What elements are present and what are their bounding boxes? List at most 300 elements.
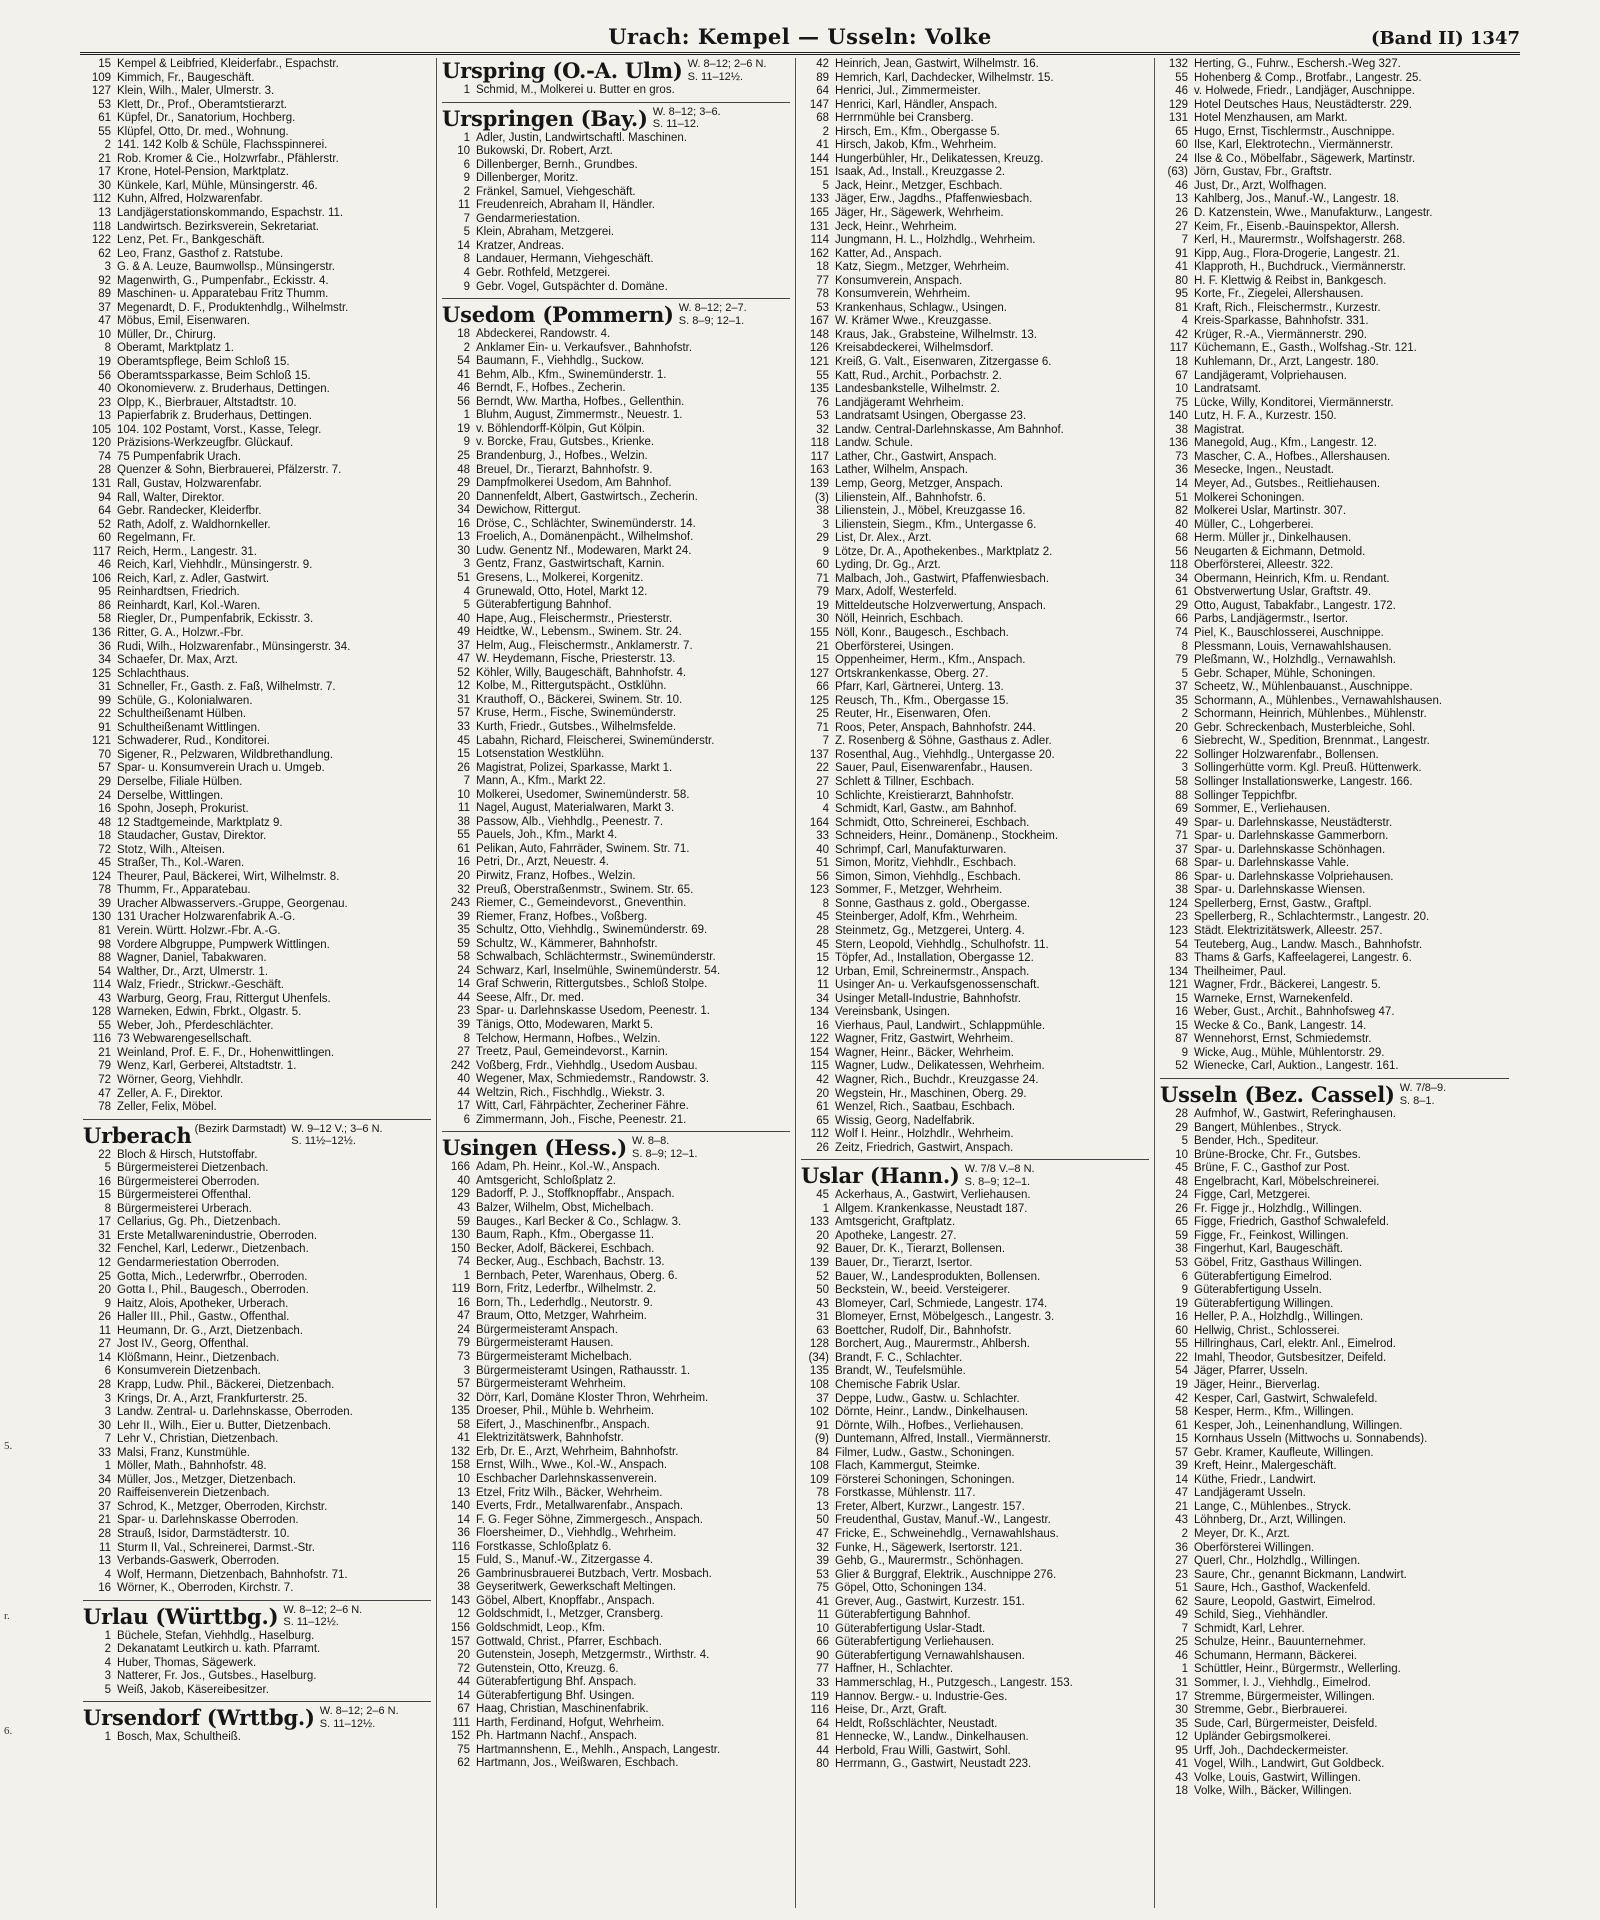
subscriber-entry (801, 559, 1149, 573)
subscriber-entry (442, 1243, 790, 1257)
phone-number: 14 (457, 239, 470, 252)
phone-number: 105 (91, 423, 111, 436)
phone-number: 31 (457, 693, 470, 706)
phone-number: 8 (463, 253, 470, 266)
subscriber-name: Fenchel, Karl, Lederwr., Dietzenbach. (117, 1243, 309, 1256)
subscriber-entry (1160, 749, 1509, 763)
phone-number: 70 (98, 748, 111, 761)
phone-number: 74 (1175, 626, 1188, 639)
phone-number: 16 (457, 517, 470, 530)
subscriber-entry (801, 1501, 1149, 1515)
phone-number: 11 (817, 1609, 829, 1622)
subscriber-entry (442, 172, 790, 186)
subscriber-entry (83, 464, 431, 478)
subscriber-name: Bürgermeisteramt Michelbach. (476, 1351, 632, 1364)
subscriber-name: Haitz, Alois, Apotheker, Urberach. (117, 1297, 289, 1310)
phone-number: 19 (1175, 1297, 1188, 1310)
phone-number: 26 (457, 1567, 470, 1580)
phone-number: 42 (1175, 1392, 1188, 1405)
subscriber-name: Klein, Wilh., Maler, Ulmerstr. 3. (117, 85, 275, 98)
phone-number: 71 (1175, 830, 1188, 843)
phone-number: 57 (1175, 1446, 1188, 1459)
subscriber-name: Jäger, Erw., Jagdhs., Pfaffenwiesbach. (835, 193, 1033, 206)
subscriber-entry (442, 816, 790, 830)
phone-number: 129 (1168, 98, 1188, 111)
subscriber-entry (83, 586, 431, 600)
subscriber-name: W. Krämer Wwe., Kreuzgasse. (835, 315, 992, 328)
subscriber-name: Gendarmeriestation Oberroden. (117, 1257, 280, 1270)
phone-number: 7 (1181, 1622, 1188, 1635)
subscriber-entry (801, 1447, 1149, 1461)
subscriber-entry (442, 1649, 790, 1663)
subscriber-name: Wissig, Georg, Nadelfabrik. (835, 1114, 975, 1127)
phone-number: 75 (457, 1743, 470, 1756)
subscriber-entry (1160, 1338, 1509, 1352)
subscriber-name: Lange, C., Mühlenbes., Stryck. (1194, 1500, 1352, 1513)
phone-number: 32 (816, 423, 829, 436)
phone-number: 80 (1175, 274, 1188, 287)
subscriber-entry (1160, 410, 1509, 424)
subscriber-name: Güterabfertigung Usseln. (1194, 1284, 1322, 1297)
subscriber-entry (442, 1432, 790, 1446)
subscriber-name: Pelikan, Auto, Fahrräder, Swinem. Str. 71. (476, 842, 690, 855)
subscriber-name: Sollingerhütte vorm. Kgl. Preuß. Hüttenwerk. (1194, 762, 1422, 775)
subscriber-entry (83, 1047, 431, 1061)
subscriber-entry (801, 166, 1149, 180)
subscriber-name: Jungmann, H. L., Holzhdlg., Wehrheim. (835, 234, 1036, 247)
subscriber-entry (83, 532, 431, 546)
subscriber-name: Forstkasse, Schloßplatz 6. (476, 1540, 612, 1553)
subscriber-name: Bluhm, August, Zimmermstr., Neuestr. 1. (476, 409, 683, 422)
phone-number: 32 (98, 1243, 111, 1256)
subscriber-entry (801, 911, 1149, 925)
phone-number: 34 (816, 992, 829, 1005)
phone-number: 13 (98, 207, 111, 220)
subscriber-name: 104. 102 Postamt, Vorst., Kasse, Telegr. (117, 423, 322, 436)
subscriber-entry (83, 437, 431, 451)
subscriber-name: Kreft, Heinr., Malergeschäft. (1194, 1460, 1337, 1473)
subscriber-entry (83, 248, 431, 262)
subscriber-entry (442, 897, 790, 911)
subscriber-name: Kesper, Herm., Kfm., Willingen. (1194, 1406, 1354, 1419)
phone-number: 37 (1175, 843, 1188, 856)
subscriber-entry (442, 1060, 790, 1074)
subscriber-name: Megenardt, D. F., Produktenhdlg., Wilhelmstr. (117, 301, 349, 314)
phone-number: 165 (809, 207, 829, 220)
subscriber-entry (83, 749, 431, 763)
phone-number: 25 (816, 708, 829, 721)
subscriber-name: Schüttler, Heinr., Bürgermstr., Wellerling. (1194, 1663, 1401, 1676)
subscriber-entry (801, 641, 1149, 655)
phone-number: 36 (1175, 464, 1188, 477)
subscriber-name: Töpfer, Ad., Installation, Obergasse 12. (835, 952, 1034, 965)
phone-number: 40 (816, 843, 829, 856)
subscriber-entry (442, 1188, 790, 1202)
phone-number: 3 (104, 1406, 111, 1419)
subscriber-name: Bloch & Hirsch, Hutstoffabr. (117, 1148, 258, 1161)
subscriber-name: Graf Schwerin, Rittergutsbes., Schloß Stolpe. (476, 978, 708, 991)
phone-number: 2 (104, 1643, 111, 1656)
phone-number: 20 (98, 1284, 111, 1297)
phone-number: 24 (1175, 1189, 1188, 1202)
subscriber-entry (801, 1257, 1149, 1271)
subscriber-entry (1160, 1758, 1509, 1772)
phone-number: 47 (98, 315, 111, 328)
phone-number: 68 (1175, 532, 1188, 545)
subscriber-name: Kesper, Carl, Gastwirt, Schwalefeld. (1194, 1392, 1378, 1405)
subscriber-entry (1160, 1474, 1509, 1488)
phone-number: 38 (1175, 1243, 1188, 1256)
place-heading (83, 1123, 431, 1149)
phone-number: 16 (457, 856, 470, 869)
phone-number: 111 (452, 1716, 470, 1729)
subscriber-name: Spar- u. Darlehnskasse, Neustädterstr. (1194, 816, 1393, 829)
phone-number: 43 (816, 1297, 829, 1310)
subscriber-entry (1160, 776, 1509, 790)
subscriber-name: Hirsch, Jakob, Kfm., Wehrheim. (835, 139, 997, 152)
subscriber-name: Oberförsterei, Alleestr. 322. (1194, 559, 1334, 572)
subscriber-entry (442, 1005, 790, 1019)
subscriber-name: Derselbe, Filiale Hülben. (117, 775, 243, 788)
subscriber-name: D. Katzenstein, Wwe., Manufakturw., Langestr. (1194, 207, 1433, 220)
phone-number: 49 (457, 626, 470, 639)
subscriber-entry (442, 1419, 790, 1433)
subscriber-name: Schultz, Otto, Viehhdlg., Swinemünderstr. 69. (476, 924, 708, 937)
phone-number: 5 (1181, 1135, 1188, 1148)
phone-number: 37 (816, 1392, 829, 1405)
subscriber-entry (801, 193, 1149, 207)
phone-number: 60 (1175, 1324, 1188, 1337)
phone-number: 28 (98, 1378, 111, 1391)
subscriber-name: Molkerei, Usedomer, Swinemünderstr. 58. (476, 788, 690, 801)
directory-column (1155, 58, 1514, 1908)
subscriber-entry (801, 1514, 1149, 1528)
subscriber-name: Wolf, Hermann, Dietzenbach, Bahnhofstr. 71. (117, 1568, 348, 1581)
subscriber-name: Reich, Karl, Viehhdlr., Münsingerstr. 9. (117, 559, 313, 572)
subscriber-name: Preuß, Oberstraßenmstr., Swinem. Str. 65. (476, 883, 694, 896)
subscriber-name: Zeitz, Friedrich, Gastwirt, Anspach. (835, 1141, 1014, 1154)
phone-number: 130 (91, 911, 111, 924)
subscriber-name: Deppe, Ludw., Gastw. u. Schlachter. (835, 1392, 1020, 1405)
subscriber-entry (801, 844, 1149, 858)
phone-number: 19 (98, 356, 111, 369)
subscriber-entry (801, 153, 1149, 167)
phone-number: 79 (457, 1337, 470, 1350)
subscriber-entry (83, 1501, 431, 1515)
subscriber-entry (83, 681, 431, 695)
subscriber-name: Ernst, Wilh., Wwe., Kol.-W., Anspach. (476, 1459, 668, 1472)
phone-number: 2 (1181, 1527, 1188, 1540)
subscriber-name: Lilienstein, Alf., Bahnhofstr. 6. (835, 491, 986, 504)
phone-number: 89 (98, 288, 111, 301)
phone-number: 14 (457, 978, 470, 991)
subscriber-name: Walther, Dr., Arzt, Ulmerstr. 1. (117, 965, 269, 978)
office-hours: W. 8–12; 2–6 N. S. 11–12½. (687, 58, 767, 83)
subscriber-name: Labahn, Richard, Fleischerei, Swinemünderstr. (476, 734, 715, 747)
subscriber-name: Piel, K., Bauschlosserei, Auschnippe. (1194, 626, 1384, 639)
phone-number: 12 (98, 1257, 111, 1270)
phone-number: 21 (98, 1046, 111, 1059)
subscriber-entry (442, 531, 790, 545)
subscriber-name: Kipp, Aug., Flora-Drogerie, Langestr. 21. (1194, 247, 1400, 260)
subscriber-entry (1160, 1203, 1509, 1217)
subscriber-name: Wienecke, Carl, Auktion., Langestr. 161. (1194, 1060, 1399, 1073)
phone-number: 99 (98, 694, 111, 707)
phone-number: 7 (822, 735, 829, 748)
place-name: Usseln (Bez. Cassel) (1160, 1082, 1395, 1108)
phone-number: 62 (98, 247, 111, 260)
phone-number: 117 (810, 450, 829, 463)
subscriber-name: Magenwirth, G., Pumpenfabr., Eckisstr. 4. (117, 274, 329, 287)
subscriber-name: Küchemann, E., Gasth., Wolfshag.-Str. 121. (1194, 342, 1417, 355)
subscriber-name: Urban, Emil, Schreinermstr., Anspach. (835, 965, 1030, 978)
phone-number: 28 (816, 925, 829, 937)
subscriber-name: Dörnte, Heinr., Landw., Dinkelhausen. (835, 1406, 1029, 1419)
phone-number: 4 (822, 803, 829, 816)
subscriber-name: Sude, Carl, Bürgermeister, Deisfeld. (1194, 1717, 1378, 1730)
subscriber-name: Schlichte, Kreistierarzt, Bahnhofstr. (835, 789, 1014, 802)
subscriber-name: Müller, Dr., Chirurg. (117, 328, 217, 341)
subscriber-entry (1160, 1149, 1509, 1163)
subscriber-name: Pleßmann, W., Holzhdlg., Vernawahlsh. (1194, 654, 1396, 667)
subscriber-name: Marx, Adolf, Westerfeld. (835, 586, 957, 599)
phone-number: 10 (457, 1472, 470, 1485)
phone-number: 42 (816, 58, 829, 70)
subscriber-name: Anklamer Ein- u. Verkaufsver., Bahnhofstr. (476, 341, 693, 354)
subscriber-name: Urff, Joh., Dachdeckermeister. (1194, 1744, 1349, 1757)
phone-number: 40 (457, 1073, 470, 1086)
subscriber-name: Oberamtssparkasse, Beim Schloß 15. (117, 369, 311, 382)
subscriber-name: Klapproth, H., Buchdruck., Viermännerstr. (1194, 261, 1406, 274)
subscriber-name: Natterer, Fr. Jos., Gutsbes., Haselburg. (117, 1670, 317, 1683)
subscriber-entry (1160, 275, 1509, 289)
phone-number: 10 (1175, 383, 1188, 396)
subscriber-entry (1160, 1047, 1509, 1061)
subscriber-entry (1160, 451, 1509, 465)
phone-number: 17 (1175, 1690, 1188, 1703)
subscriber-entry (83, 261, 431, 275)
subscriber-name: Grever, Aug., Gastwirt, Kurzestr. 151. (835, 1595, 1025, 1608)
subscriber-entry (442, 1087, 790, 1101)
subscriber-name: Herm. Müller jr., Dinkelhausen. (1194, 532, 1352, 545)
subscriber-name: Regelmann, Fr. (117, 532, 196, 545)
subscriber-name: Klett, Dr., Prof., Oberamtstierarzt. (117, 98, 287, 111)
subscriber-entry (83, 1460, 431, 1474)
subscriber-name: Jäger, Heinr., Bierverlag. (1194, 1378, 1320, 1391)
phone-number: 25 (1175, 1636, 1188, 1649)
subscriber-entry (801, 1474, 1149, 1488)
subscriber-name: Manegold, Aug., Kfm., Langestr. 12. (1194, 437, 1377, 450)
subscriber-entry (801, 1406, 1149, 1420)
phone-number: 29 (457, 477, 470, 490)
phone-number: 40 (457, 1174, 470, 1187)
subscriber-entry (801, 288, 1149, 302)
phone-number: 124 (91, 870, 111, 883)
subscriber-name: Fingerhut, Karl, Baugeschäft. (1194, 1243, 1343, 1256)
subscriber-entry (83, 979, 431, 993)
subscriber-name: Blomeyer, Ernst, Möbelgesch., Langestr. 3. (835, 1311, 1055, 1324)
subscriber-name: Vereinsbank, Usingen. (835, 1006, 951, 1019)
subscriber-name: Figge, Carl, Metzgerei. (1194, 1189, 1311, 1202)
subscriber-entry (1160, 559, 1509, 573)
subscriber-entry (1160, 166, 1509, 180)
phone-number: 48 (98, 816, 111, 829)
subscriber-name: Ph. Hartmann Nachf., Anspach. (476, 1730, 638, 1743)
subscriber-entry (83, 1487, 431, 1501)
subscriber-entry (83, 505, 431, 519)
subscriber-name: Dewichow, Rittergut. (476, 504, 581, 517)
subscriber-name: Kempel & Leibfried, Kleiderfabr., Espachstr. (117, 58, 339, 70)
subscriber-name: Freudenreich, Abraham II, Händler. (476, 199, 655, 212)
subscriber-name: Sommer, I. J., Viehhdlg., Eimelrod. (1194, 1676, 1371, 1689)
subscriber-name: Gebr. Rothfeld, Metzgerei. (476, 267, 611, 280)
place-section (801, 1159, 1149, 1772)
subscriber-name: Eschbacher Darlehnskassenverein. (476, 1472, 657, 1485)
subscriber-name: Hellwig, Christ., Schlosserei. (1194, 1324, 1340, 1337)
subscriber-name: Spar- u. Darlehnskasse Oberroden. (117, 1514, 299, 1527)
subscriber-name: Z. Rosenberg & Söhne, Gasthaus z. Adler. (835, 735, 1052, 748)
subscriber-entry (1160, 925, 1509, 939)
continued-section (83, 58, 431, 1115)
subscriber-entry (801, 790, 1149, 804)
phone-number: 37 (457, 639, 470, 652)
subscriber-name: Petri, Dr., Arzt, Neuestr. 4. (476, 856, 609, 869)
subscriber-entry (801, 248, 1149, 262)
subscriber-name: Jörn, Gustav, Fbr., Graftstr. (1194, 166, 1332, 179)
phone-number: 15 (98, 1189, 111, 1202)
phone-number: 67 (457, 1703, 470, 1716)
subscriber-entry (1160, 356, 1509, 370)
subscriber-name: Haller III., Phil., Gastw., Offenthal. (117, 1311, 290, 1324)
phone-number: 5 (1181, 667, 1188, 680)
phone-number: 43 (1175, 1771, 1188, 1784)
subscriber-entry (801, 1460, 1149, 1474)
phone-number: 163 (809, 464, 829, 477)
phone-number: 119 (451, 1283, 470, 1296)
subscriber-entry (801, 126, 1149, 140)
phone-number: 135 (809, 383, 829, 396)
phone-number: 17 (98, 1216, 111, 1229)
subscriber-entry (442, 1100, 790, 1114)
subscriber-name: Dillenberger, Bernh., Grundbes. (476, 158, 638, 171)
place-section (442, 1131, 790, 1771)
phone-number: 33 (98, 1446, 111, 1459)
subscriber-entry (83, 1338, 431, 1352)
phone-number: 114 (92, 979, 111, 992)
subscriber-name: Krone, Hotel-Pension, Marktplatz. (117, 166, 289, 179)
phone-number: 16 (1175, 1311, 1188, 1324)
phone-number: 45 (816, 1189, 829, 1202)
subscriber-name: Saure, Chr., genannt Bickmann, Landwirt. (1194, 1568, 1407, 1581)
subscriber-entry (442, 1636, 790, 1650)
phone-number: 16 (98, 803, 111, 816)
place-name: Uslar (Hann.) (801, 1163, 960, 1189)
subscriber-entry (83, 803, 431, 817)
subscriber-name: Kesper, Joh., Leinenhandlung, Willingen. (1194, 1419, 1403, 1432)
subscriber-name: Imahl, Theodor, Gutsbesitzer, Deifeld. (1194, 1351, 1387, 1364)
directory-columns (78, 58, 1514, 1908)
place-heading (83, 1705, 431, 1731)
subscriber-name: Reinhardtsen, Friedrich. (117, 586, 240, 599)
phone-number: 26 (816, 1141, 829, 1154)
phone-number: 2 (822, 125, 829, 138)
place-heading (442, 106, 790, 132)
subscriber-entry (83, 1555, 431, 1569)
subscriber-name: Katt, Rud., Archit., Porbachstr. 2. (835, 369, 1002, 382)
phone-number: 10 (457, 145, 470, 158)
phone-number: 115 (810, 1060, 829, 1073)
directory-column (796, 58, 1155, 1908)
subscriber-name: Droeser, Phil., Mühle b. Wehrheim. (476, 1405, 655, 1418)
subscriber-name: v. Holwede, Friedr., Landjäger, Auschnippe. (1194, 85, 1415, 98)
subscriber-name: Simon, Moritz, Viehhdlr., Eschbach. (835, 857, 1017, 870)
subscriber-entry (442, 1324, 790, 1338)
subscriber-entry (1160, 613, 1509, 627)
subscriber-entry (442, 884, 790, 898)
subscriber-name: Schormann, Heinrich, Mühlenbes., Mühlenstr. (1194, 708, 1427, 721)
subscriber-entry (1160, 979, 1509, 993)
subscriber-name: Kreisabdeckerei, Wilhelmsdorf. (835, 342, 994, 355)
subscriber-entry (442, 1581, 790, 1595)
subscriber-name: Schwarz, Karl, Inselmühle, Swinemünderstr. 54. (476, 964, 721, 977)
subscriber-entry (83, 654, 431, 668)
subscriber-entry (801, 1298, 1149, 1312)
subscriber-entry (83, 1074, 431, 1088)
phone-number: 31 (98, 681, 111, 694)
phone-number: 14 (457, 1689, 470, 1702)
phone-number: 78 (98, 1101, 111, 1114)
phone-number: 127 (809, 667, 829, 680)
subscriber-entry (442, 213, 790, 227)
phone-number: 66 (816, 1636, 829, 1649)
subscriber-name: Haffner, H., Schlachter. (835, 1663, 954, 1676)
subscriber-name: Gambrinusbrauerei Butzbach, Vertr. Mosbach. (476, 1567, 712, 1580)
phone-number: 20 (457, 490, 470, 503)
subscriber-name: Sollinger Holzwarenfabr., Bollensen. (1194, 748, 1379, 761)
subscriber-name: Wennehorst, Ernst, Schmiedemstr. (1194, 1033, 1372, 1046)
subscriber-name: v. Böhlendorff-Kölpin, Gut Kölpin. (476, 422, 645, 435)
subscriber-entry (1160, 180, 1509, 194)
subscriber-name: Hugo, Ernst, Tischlermstr., Auschnippe. (1194, 125, 1395, 138)
phone-number: 8 (104, 342, 111, 355)
subscriber-name: Upländer Gebirgsmolkerei. (1194, 1731, 1331, 1744)
subscriber-name: Hammerschlag, H., Putzgesch., Langestr. 153. (835, 1676, 1073, 1689)
subscriber-name: Grunewald, Otto, Hotel, Markt 12. (476, 585, 648, 598)
subscriber-entry (801, 180, 1149, 194)
phone-number: 42 (816, 1074, 829, 1087)
subscriber-entry (1160, 126, 1509, 140)
subscriber-entry (1160, 193, 1509, 207)
subscriber-entry (442, 491, 790, 505)
subscriber-entry (801, 1609, 1149, 1623)
subscriber-name: Amtsgericht, Schloßplatz 2. (476, 1174, 616, 1187)
phone-number: 12 (1175, 1731, 1188, 1744)
subscriber-name: Maschinen- u. Apparatebau Fritz Thumm. (117, 288, 329, 301)
subscriber-entry (801, 749, 1149, 763)
phone-number: 39 (457, 1019, 470, 1031)
phone-number: 13 (1175, 193, 1188, 206)
subscriber-entry (801, 492, 1149, 506)
phone-number: 122 (91, 234, 111, 247)
subscriber-entry (83, 1474, 431, 1488)
subscriber-name: Etzel, Fritz Wilh., Bäcker, Wehrheim. (476, 1486, 663, 1499)
subscriber-entry (801, 1325, 1149, 1339)
subscriber-entry (83, 1630, 431, 1644)
phone-number: 140 (450, 1500, 470, 1513)
phone-number: 86 (1175, 870, 1188, 883)
subscriber-name: Treetz, Paul, Gemeindevorst., Karnin. (476, 1046, 668, 1059)
subscriber-name: Landjägeramt, Volpriehausen. (1194, 369, 1347, 382)
